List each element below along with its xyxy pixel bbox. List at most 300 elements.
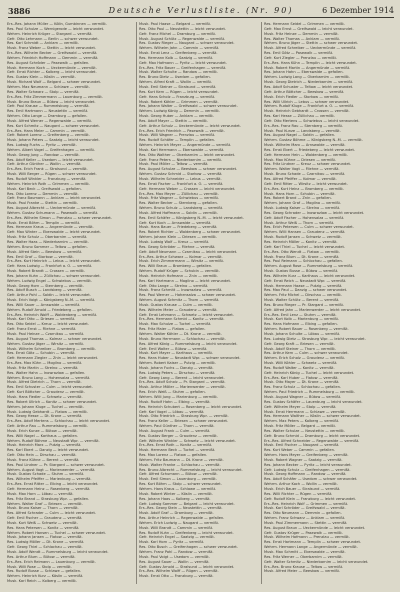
casualty-entry: Wehrm. Robert Bauer — Rosenberg — vermißt.: [264, 327, 349, 332]
casualty-entry: Res. Johann Hahn — Eberswalde — gefallen.: [264, 70, 344, 75]
casualty-entry: Musk. Wilhelm Schneider — Lebus — vermißt.: [139, 177, 222, 181]
casualty-entry: Ers.-Res. Bruno Krause — Teltow — vermißt.: [264, 564, 344, 569]
casualty-entry: Res. Ludwig Dietz — Strasburg Wpr. — leicht verwundet.: [264, 336, 366, 341]
casualty-entry: Res. Robert Richter — Woldenberg — schwer verwundet.: [139, 230, 242, 235]
casualty-entry: Gefr. Ludwig Sommer — Belgard — leicht verwundet.: [139, 501, 235, 506]
casualty-entry: Musk. Fritz Heinze — Demmin — vermißt.: [264, 31, 339, 36]
casualty-entry: Musk. Richard Wolf — Belgard — schwer verwundet.: [7, 80, 102, 85]
casualty-entry: Wehrm. Ludwig Lang — Oberbarnim — vermißt.: [264, 75, 350, 80]
casualty-entry: Musk. Max Schmitt — Eberswalde — vermißt.: [264, 549, 346, 554]
casualty-entry: Musk. Hermann Haase — Putzig — vermißt.: [264, 283, 343, 288]
casualty-entry: Musk. Hermann Koch — Ueckermünde — vermißt.: [7, 65, 97, 70]
casualty-entry: Ers.-Res. Heinrich Wolf — Grimmen — vermißt.: [264, 501, 349, 506]
casualty-entry: Ers.-Res. Erich Reimann — Lauenburg — vermißt.: [7, 559, 96, 564]
casualty-entry: Musk. Paul Haase — Belgard — vermißt.: [139, 22, 212, 26]
casualty-entry: Ers.-Res. Max Meyer — Züllichau — vermißt.: [139, 191, 219, 196]
casualty-entry: Musk. Erich Fiedler — Storkow — vermißt.: [264, 94, 340, 99]
casualty-entry: Musk. Erich Bauer — Stralsund — vermißt.: [264, 487, 341, 491]
casualty-entry: Res. Arthur Heinrich — Regenwalde — gefallen.: [139, 516, 225, 521]
casualty-entry: Gefr. Emil Walter — Bütow — vermißt.: [139, 346, 208, 351]
casualty-entry: Musk. Ernst Herrmann — Schlawe — vermißt.: [264, 409, 346, 414]
casualty-entry: Res. Willi Braun — Bromberg — gefallen.: [139, 264, 213, 269]
casualty-entry: Musk. Robert Köhler — Grimmen — vermißt.: [139, 99, 219, 104]
casualty-entry: Musk. Wilhelm Schreiber — Bromberg — vermißt.: [7, 346, 96, 351]
casualty-entry: Res. Otto Paul — Neustettin — leicht verwundet.: [139, 26, 227, 31]
casualty-entry: Musk. Erich Zimmermann — Wirsitz — vermißt.: [139, 259, 225, 264]
casualty-entry: Gefr. Emil Ritter — Wirsitz — leicht verwundet.: [264, 181, 348, 186]
casualty-entry: Musk. Wilhelm Hofmann — Prenzlau — vermißt.: [264, 535, 350, 540]
casualty-entry: Musk. Karl Schröder — Greifswald — vermißt.: [264, 506, 346, 511]
casualty-entry: Gefr. Hermann Hein — Woldenberg — vermißt.: [264, 152, 348, 157]
casualty-entry: Musk. Rudolf Hahn — Elbing — vermißt.: [139, 399, 211, 404]
casualty-entry: Wehrm. Heinrich Kurz — Köslin — vermißt.: [7, 574, 84, 579]
casualty-entry: Res. Rudolf Winkler — Franzburg — vermißt.: [7, 177, 87, 181]
casualty-entry: Res. Alfred Pfeiffer — Kolmar — vermißt.: [264, 177, 337, 181]
casualty-entry: Musk. Bruno Braun — Bütow — leicht verwundet.: [7, 99, 96, 104]
casualty-entry: Musk. Georg Horn — Sternberg — vermißt.: [7, 283, 84, 288]
casualty-entry: Wehrm. Johann Graf — Mogilno — vermißt.: [264, 201, 342, 206]
casualty-entry: Res. Gustav Rieger — Naugard — schwer verwundet.: [139, 41, 235, 46]
casualty-entry: Musk. Johann Peters — Saatzig — leicht verwundet.: [7, 138, 100, 143]
casualty-entry: Gefr. Arthur Rau — Rummelsburg — vermißt.: [7, 424, 88, 429]
casualty-entry: Res. Gustav Schäfer — Lauenburg — leicht verwundet.: [264, 399, 363, 404]
casualty-entry: Musk. Wilhelm Marx — Arnswalde — vermißt.: [264, 143, 346, 148]
casualty-entry: Res. Adolf Schuster — Teltow — leicht verwundet.: [264, 84, 354, 89]
casualty-entry: Musk. Paul Zimmermann — Stettin — vermißt.: [264, 520, 348, 525]
casualty-entry: Gefr. Alfred Schumann — Bütow — vermißt.: [139, 472, 218, 477]
casualty-entry: Gefr. Ernst Lehmann — Schwetz — leicht verwundet.: [139, 312, 234, 317]
column-left: [7, 22, 134, 584]
casualty-entry: Gefr. Franz Peters — Niederbarnim — vermißt.: [139, 157, 223, 162]
casualty-entry: Musk. Adolf Steiner — Thorn — vermißt.: [264, 346, 336, 351]
casualty-entry: Musk. Georg Dietrich — Niederbarnim — vermißt.: [264, 80, 354, 85]
casualty-entry: Gefr. Wilhelm Winkler — Schwetz — leicht verwundet.: [139, 438, 236, 443]
casualty-entry: Res. Ludwig Fuchs — Pyritz — vermißt.: [7, 143, 77, 148]
casualty-entry: Res. Gustav Klein — Köslin — vermißt.: [7, 75, 76, 80]
casualty-entry: Res. Fritz Werner — Oberbarnim — vermißt.: [264, 554, 343, 559]
casualty-entry: Musk. Emil Simon — Lauenburg — vermißt.: [139, 477, 217, 482]
casualty-entry: Res. Paul Lindner — Pr. Stargard — schwer verwundet.: [7, 462, 105, 467]
casualty-entry: Musk. Fritz Möller — Belgard — vermißt.: [264, 424, 336, 429]
casualty-entry: Res. Emil Götz — Pasewalk — vermißt.: [264, 51, 334, 56]
casualty-entry: Musk. Georg Huber — Anklam — vermißt.: [139, 114, 214, 119]
casualty-entry: Res. Hermann Kolb — Saatzig — vermißt.: [139, 55, 214, 60]
casualty-entry: Musk. Erich Voigt — Königsberg N.-M. — vermißt.: [7, 298, 96, 303]
casualty-entry: Wehrm. Paul Günther — Thorn — vermißt.: [139, 424, 215, 429]
casualty-entry: Wehrm. Bruno Lang — Hohensalza — vermißt.: [7, 375, 91, 380]
casualty-entry: Res. Wilhelm Meier — Graudenz — vermißt.: [139, 307, 218, 312]
casualty-entry: Musk. Willi Rose — Stolp — vermißt.: [7, 564, 72, 569]
casualty-entry: Musk. Max Horn — Löbau — vermißt.: [7, 491, 74, 496]
casualty-entry: Wehrm. Otto Lange — Dramburg — gefallen.: [7, 114, 88, 119]
casualty-entry: Musk. August Schütz — Regenwalde — vermißt.: [139, 36, 226, 41]
casualty-entry: Musk. August Wagner — Bütow — vermißt.: [264, 394, 342, 399]
casualty-entry: Ers.-Res. Franz Rau — Sternberg — vermißt.: [264, 123, 344, 128]
casualty-entry: Musk. Ludwig Gebhardt — Flatow — vermißt.: [7, 409, 88, 414]
casualty-entry: Res. Kurt Böhm — Stolp — schwer verwundet.: [139, 482, 222, 487]
casualty-entry: Res. Franz Keller — Briesen — schwer verwundet.: [139, 419, 229, 424]
casualty-entry: Musk. Hermann Beck — Tuchel — vermißt.: [139, 448, 216, 453]
casualty-entry: Wehrm. Heinrich Krüger — Stargard — vermißt.: [7, 31, 93, 36]
casualty-entry: Musk. Karl Horn — Pyritz — vermißt.: [139, 540, 205, 545]
casualty-entry: Gefr. Georg Thiel — Schlochau — vermißt.: [7, 545, 83, 550]
casualty-entry: Res. Johann Becker — Pyritz — leicht verwundet.: [264, 462, 352, 467]
casualty-entry: Musk. Ernst Otto — Franzburg — vermißt.: [139, 574, 214, 579]
casualty-entry: Musk. Adolf Wendt — Rummelsburg — leicht verwundet.: [7, 549, 109, 554]
casualty-entry: Res. August Albrecht — Ueckermünde — vermißt.: [7, 206, 97, 211]
casualty-entry: Res. Emil Hartmann — Neustettin — vermißt.: [7, 109, 89, 114]
casualty-entry: Musk. Fritz Wagner — Schwiebus — vermißt.: [139, 196, 220, 201]
casualty-entry: Wehrm. Johann Klein — Driesen — vermißt.: [139, 235, 217, 240]
casualty-entry: Ers.-Res. Max Kühn — Mogilno — vermißt.: [7, 361, 83, 366]
casualty-entry: Gefr. Bruno Schmid — Dramburg — leicht verwundet.: [264, 433, 361, 438]
casualty-entry: Res. Otto Walther — Oberbarnim — leicht verwundet.: [139, 152, 236, 157]
casualty-entry: Musk. Gustav Busse — Bütow — vermißt.: [264, 269, 339, 274]
issue-date: 6 Dezember 1914: [322, 6, 394, 15]
casualty-entry: Musk. Heinrich Hofmann — Znin — vermißt.: [139, 273, 218, 278]
casualty-entry: Res. August Nagel — Soldin — gefallen.: [264, 133, 336, 138]
casualty-entry: Res. Heinrich Möller — Konitz — vermißt.: [264, 239, 338, 244]
casualty-entry: Ers.-Res. Johann Müller — Kölln, Gumbinnen — vermißt.: [7, 22, 107, 26]
casualty-entry: Musk. Fritz Martin — Strelno — vermißt.: [7, 365, 79, 370]
casualty-entry: Res. Arthur Kern — Culm — schwer verwundet.: [264, 351, 349, 356]
casualty-entry: Musk. Robert Brandt — Crossen — vermißt.: [7, 269, 85, 274]
casualty-entry: Res. Hans Petersen — Konitz — vermißt.: [7, 525, 80, 530]
casualty-entry: Res. Willi Richter — Rügen — vermißt.: [264, 491, 333, 496]
casualty-entry: Musk. Alfred Meier — Beeskow — vermißt.: [264, 569, 341, 574]
casualty-entry: Res. Fritz Lindner — Kreuz — schwer verwundet.: [264, 162, 352, 167]
casualty-entry: Musk. Rudolf Jansen — Schwetz — vermißt.: [264, 235, 342, 240]
casualty-entry: Gefr. Wilhelm Meyer — Stolp — vermißt.: [264, 404, 337, 409]
casualty-entry: Wehrm. Heinrich Meyer — Angermünde — vermißt.: [139, 143, 232, 148]
casualty-entry: Wehrm. Robert Hansen — Tuchel — schwer verwundet.: [7, 530, 107, 535]
casualty-entry: Res. Erich Petersen — Culm — schwer verwundet.: [264, 225, 354, 230]
casualty-entry: Wehrm. Walter Vogt — Filehne — vermißt.: [264, 167, 340, 172]
casualty-entry: Musk. Paul Franke — Stettin — vermißt.: [7, 201, 78, 206]
casualty-entry: Wehrm. Fritz Baumann — Dt. Krone — vermißt.: [139, 457, 224, 462]
casualty-entry: Res. Paul Werner — Hohensalza — schwer verwundet.: [139, 293, 237, 298]
casualty-entry: Wehrm. Gustav Jäger — Wirsitz — vermißt.: [7, 341, 85, 346]
casualty-entry: Wehrm. Paul Friedrich — Rummelsburg — vermißt.: [264, 390, 355, 395]
casualty-entry: Musk. Hans Horn — Schubin — vermißt.: [264, 191, 336, 196]
casualty-entry: Musk. Paul Heinze — Czarnikau — vermißt.: [7, 332, 85, 336]
casualty-entry: Gefr. Hans Ludwig — Frankfurt a. O. — vermißt.: [7, 264, 93, 269]
casualty-entry: Gefr. Rudolf Klein — Franzburg — leicht verwundet.: [264, 496, 357, 501]
casualty-entry: Gefr. Franz Baumann — Anklam — leicht verwundet.: [7, 196, 102, 201]
casualty-entry: Wehrm. Willi Jung — Marienburg — vermißt.: [139, 394, 218, 399]
casualty-entry: Ers.-Res. Georg Stein — Neustettin — vermißt.: [139, 506, 223, 511]
casualty-entry: Wehrm. Hans Kraus — Schlawe — vermißt.: [139, 487, 217, 491]
column-right: [264, 22, 395, 584]
casualty-entry: Res. Otto Neumann — Demmin — gefallen.: [264, 511, 342, 516]
casualty-entry: Musk. Robert Wagner — Saatzig — vermißt.: [264, 457, 343, 462]
casualty-entry: Gefr. Hermann Weber — Crossen — leicht verwundet.: [139, 186, 236, 191]
casualty-entry: Musk. Gustav Krause — Culm — vermißt.: [139, 302, 213, 307]
casualty-entry: Res. Johann Walter — Greifswald — schwer verwundet.: [139, 104, 238, 109]
casualty-entry: Musk. Franz Weber — Stettin — leicht verwundet.: [7, 46, 97, 51]
casualty-entry: Res. August Schulze — Beeskow — schwer verwundet.: [139, 167, 238, 172]
casualty-entry: Res. Alfred König — Rummelsburg — leicht verwundet.: [139, 341, 238, 346]
column-middle: [139, 22, 260, 584]
casualty-entry: Gefr. Kurt Koch — Arnswalde — vermißt.: [139, 220, 212, 225]
casualty-entry: Wehrm. Gustav Böhme — Königsberg N.-M. — vermißt.: [264, 138, 363, 143]
casualty-entry: Res. Hans Hofmann — Elbing — gefallen.: [264, 322, 338, 327]
casualty-entry: Res. Robert Brand — Znin — gefallen.: [264, 196, 332, 201]
casualty-entry: Gefr. Max Ernst — Greifswald — leicht verwundet.: [264, 26, 354, 31]
casualty-entry: Res. August Schröder — Pasewalk — gefallen.: [7, 60, 90, 65]
casualty-entry: Res. Georg Schrader — Inowrazlaw — leicht verwundet.: [264, 210, 365, 215]
casualty-entry: Res. Hermann Kraus — Angermünde — vermißt.: [7, 225, 94, 230]
casualty-entry: Res. Ernst Fischer — Frankfurt a. O. — vermißt.: [139, 181, 224, 186]
casualty-entry: Wehrm. August Vogt — Marienwerder — vermißt.: [7, 467, 96, 472]
casualty-entry: Gefr. Adolf Neumann — Czarnikau — leicht verwundet.: [139, 249, 238, 254]
casualty-entry: Wehrm. Max Neumann — Schlawe — vermißt.: [7, 84, 90, 89]
casualty-entry: Gefr. Kurt Böttcher — Graudenz — vermißt.: [7, 390, 85, 395]
casualty-entry: Musk. Hans Fiedler — Schwetz — vermißt.: [7, 394, 83, 399]
casualty-entry: Res. Johann Haas — Kolberg — vermißt.: [139, 496, 211, 501]
casualty-entry: Wehrm. Rudolf Krüger — Schubin — vermißt.: [139, 269, 220, 274]
casualty-entry: Ers.-Res. Kurt Heinrich — Lebus — leicht verwundet.: [7, 259, 101, 264]
casualty-entry: Ers.-Res. Fritz Zimmermann — Lauenburg — vermißt.: [7, 94, 103, 99]
casualty-entry: Wehrm. Ludwig König — Demmin — vermißt.: [139, 109, 220, 114]
casualty-entry: Gefr. Otto Mertens — Schwiebus — leicht verwundet.: [264, 118, 360, 123]
casualty-entry: Res. Max Paul — Danzig — schwer verwundet.: [264, 288, 348, 293]
casualty-entry: Gefr. Heinrich Engel — Saatzig — vermißt.: [139, 535, 215, 540]
casualty-entry: Musk. Alfred Schreiber — Ueckermünde — vermißt.: [264, 46, 357, 51]
casualty-entry: Ers.-Res. Kurt Heinz — Bromberg — vermißt.: [264, 186, 344, 191]
casualty-entry: Wehrm. August Schmitz — Thorn — vermißt.: [139, 298, 220, 303]
casualty-entry: Wehrm. Rudolf Böhme — Neustadt Wpr. — vermißt.: [7, 438, 100, 443]
casualty-entry: Res. Johann Kuhn — Züllichau — schwer verwundet.: [7, 273, 101, 278]
casualty-entry: Musk. Fritz Schulz — Oberbarnim — vermißt.: [7, 235, 88, 240]
casualty-entry: Wehrm. Bruno Sommer — Teltow — gefallen.: [7, 244, 88, 249]
casualty-entry: Res. Emil Schuster — Culm — leicht verwundet.: [7, 385, 93, 390]
column-divider: [136, 22, 137, 584]
casualty-entry: Res. Erich Weiß — Stuhm — gefallen.: [139, 390, 206, 395]
casualty-entry: Musk. Robert Winter — Köslin — vermißt.: [139, 491, 213, 496]
casualty-entry: Wehrm. August Rose — Rummelsburg — vermißt.: [264, 264, 354, 269]
casualty-entry: Res. August Thomas — Kolmar — schwer verwundet.: [7, 336, 103, 341]
casualty-entry: Gefr. Hermann Heinz — Rosenberg — vermißt.: [7, 487, 91, 491]
casualty-entry: Ers.-Res. Erich Friedrich — Pasewalk — vermißt.: [139, 128, 225, 133]
casualty-entry: Musk. Robert Martin — Angermünde — vermißt.: [264, 65, 351, 70]
casualty-entry: Res. Robert Ullrich — Konitz — schwer verwundet.: [7, 399, 98, 404]
casualty-entry: Ers.-Res. Wilhelm Becker — Greifswald — vermißt.: [7, 51, 98, 56]
casualty-entry: Res. Georg Schröder — Filehne — vermißt.: [139, 244, 216, 249]
casualty-entry: Gefr. Franz Ernst — Filehne — vermißt.: [7, 327, 77, 332]
casualty-entry: Musk. Georg Hoffmann — Randow — vermißt.: [264, 472, 347, 477]
casualty-entry: Wehrm. Walter Graf — Briesen — vermißt.: [7, 501, 83, 506]
casualty-entry: Musk. Alfred Hoffmann — Soldin — vermißt.: [139, 210, 218, 215]
casualty-entry: Res. Ernst Ebert — Friedeberg — leicht verwundet.: [264, 147, 356, 152]
casualty-entry: Ers.-Res. Wilhelm Simon — Prenzlau — schwer verwundet.: [7, 215, 112, 220]
casualty-entry: Wehrm. Fritz Michel — Dirschau — vermißt.: [264, 293, 342, 298]
casualty-entry: Res. Rudolf Busse — Schlawe — gefallen.: [7, 569, 82, 574]
casualty-entry: Res. Rudolf Walter — Konitz — vermißt.: [264, 365, 335, 370]
casualty-entry: Wehrm. Heinrich Roth — Grimmen — vermißt.: [7, 181, 90, 186]
casualty-entry: Res. Hans Huber — Neustadt Wpr. — schwer verwundet.: [139, 356, 241, 361]
casualty-entry: Res. Walter Schwarz — Stolp — vermißt.: [7, 89, 80, 94]
casualty-entry: Musk. Hans Bauer — Friedeberg — vermißt.: [139, 225, 218, 230]
casualty-entry: Ers.-Res. Heinrich Wolff — Woldenberg — vermißt.: [7, 312, 98, 317]
casualty-entry: Gefr. Robert Lorenz — Greifenberg — vermißt.: [7, 133, 90, 138]
casualty-entry: Musk. Heinrich Gebhardt — Crossen — vermißt.: [264, 109, 350, 114]
casualty-entry: Gefr. Emil Fischer — Graudenz — vermißt.: [7, 516, 83, 521]
casualty-entry: Musk. Kurt Kolb — Marienburg — vermißt.: [264, 317, 340, 322]
casualty-entry: Wehrm. Walter Köhler — Dt. Krone — vermißt.: [139, 332, 222, 336]
casualty-entry: Musk. Adolf Graf — Dramburg — vermißt.: [139, 511, 214, 516]
casualty-entry: Gefr. Arthur Schulz — Ueckermünde — leicht verwundet.: [139, 123, 241, 128]
casualty-entry: Gefr. Max Winter — Eberswalde — leicht verwundet.: [7, 230, 101, 235]
casualty-entry: Musk. Johann Jansen — Flatow — vermißt.: [7, 535, 83, 540]
casualty-entry: Musk. Bruno Herrmann — Schlochau — vermißt.: [139, 336, 226, 341]
casualty-entry: Musk. Otto Mayer — Dt. Krone — vermißt.: [264, 380, 340, 385]
casualty-entry: Musk. Ernst Böhm — Templin — vermißt.: [7, 220, 81, 225]
casualty-entry: Res. Hermann Walther — Köslin — schwer verwundet.: [264, 414, 361, 419]
casualty-entry: Ers.-Res. Wilhelm Wolff — Rügen — vermißt.: [139, 569, 219, 574]
casualty-entry: Gefr. Hermann Ziegler — Znin — leicht verwundet.: [7, 356, 99, 361]
casualty-entry: Ers.-Res. Otto Wendt — Flatow — vermißt.: [264, 249, 340, 254]
casualty-entry: Musk. Max Kühne — Driesen — vermißt.: [264, 157, 337, 162]
casualty-entry: Wehrm. Rudolf Arnold — Friedeberg — gefallen.: [7, 307, 93, 312]
casualty-entry: Wehrm. Erich Scholz — Graudenz — vermißt.: [264, 356, 346, 361]
casualty-entry: Wehrm. Max Peters — Kolberg — vermißt.: [264, 419, 340, 424]
casualty-entry: Ers.-Res. Adolf Mertens — Schlochau — leicht verwundet.: [7, 419, 111, 424]
casualty-entry: Res. Willi Sauer — Arnswalde — vermißt.: [7, 302, 81, 307]
casualty-entry: Res. Heinrich Schubert — Rosenberg — leicht verwundet.: [139, 404, 243, 409]
casualty-entry: Musk. Paul Möller — Teltow — vermißt.: [139, 162, 209, 167]
casualty-entry: Musk. Karl Otto — Driesen — vermißt.: [7, 317, 76, 322]
casualty-entry: Gefr. Otto Lehmann — Berlin — schwer verwundet.: [7, 36, 99, 41]
casualty-entry: Res. Kurt Weber — Cammin — gefallen.: [264, 448, 336, 453]
casualty-entry: Wehrm. Willi Hansen — Graudenz — vermißt.: [264, 230, 346, 235]
casualty-entry: Gefr. Ludwig Schulz — Greifenhagen — vermißt.: [264, 467, 351, 472]
casualty-entry: Musk. Bruno Kaiser — Thorn — vermißt.: [7, 506, 79, 511]
casualty-entry: Musk. Willi Wagner — Prenzlau — vermißt.: [139, 133, 216, 138]
casualty-entry: Wehrm. Rudolf Kluge — Frankfurt a. O. — vermißt.: [264, 104, 355, 109]
casualty-entry: Musk. Franz Blum — Dt. Krone — vermißt.: [264, 254, 340, 259]
casualty-entry: Ers.-Res. Emil Lenz — Stuhm — vermißt.: [264, 312, 337, 317]
casualty-entry: Res. Willi Ullrich — Lebus — schwer verwundet.: [264, 99, 350, 104]
casualty-entry: Res. Bruno Dietz — Usedom — gefallen.: [139, 75, 211, 80]
casualty-entry: Musk. August Frank — Culm — vermißt.: [139, 428, 211, 433]
casualty-entry: Gefr. Walter Schmitz — Niederbarnim — leicht verwundet.: [264, 559, 369, 564]
casualty-entry: Gefr. Gustav Krüger — Pasewalk — vermißt.: [264, 530, 343, 535]
casualty-entry: Res. Ludwig Peters — Dirschau — vermißt.: [139, 370, 216, 375]
casualty-entry: Res. Otto Lorenz — Demmin — vermißt.: [7, 191, 79, 196]
casualty-entry: Res. Bruno Albrecht — Rummelsburg — leicht verwundet.: [139, 467, 243, 472]
casualty-entry: Musk. Johann Fuchs — Danzig — vermißt.: [139, 365, 214, 370]
casualty-entry: Res. Max Lorenz — Flatow — gefallen.: [139, 453, 208, 458]
casualty-entry: Musk. Alfred Stein — Beeskow — vermißt.: [7, 249, 83, 254]
casualty-entry: Res. Willi Nagel — Karthaus — gefallen.: [7, 433, 79, 438]
casualty-entry: Res. Wilhelm Kurz — Karthaus — leicht verwundet.: [264, 273, 356, 278]
casualty-entry: Musk. Arthur Möller — Marienwerder — vermißt.: [139, 385, 226, 390]
casualty-entry: Res. Kurt Kern — Rügen — leicht verwundet.: [139, 89, 219, 94]
casualty-entry: Res. Adolf Mayer — Stettin — vermißt.: [139, 118, 208, 123]
casualty-entry: Musk. Ludwig Wolf — Kreuz — vermißt.: [139, 239, 210, 244]
casualty-entry: Res. Emil Schäfer — Königsberg N.-M. — leicht verwundet.: [139, 215, 244, 220]
casualty-entry: Res. Fritz Maier — Flatow — gefallen.: [139, 327, 206, 332]
casualty-entry: Gefr. Karl Thiel — Tuchel — leicht verwundet.: [264, 244, 345, 249]
casualty-entry: Res. Ernst Hartmann — Templin — schwer verwundet.: [264, 540, 361, 545]
casualty-entry: Res. Karl Hesse — Züllichau — vermißt.: [264, 114, 335, 119]
column-divider: [261, 22, 262, 584]
casualty-entry: Wehrm. Gustav Schmid — Storkow — vermißt.: [139, 172, 223, 177]
casualty-entry: Gefr. Kurt Ziegler — Prenzlau — vermißt.: [264, 55, 337, 60]
casualty-entry: Gefr. Paul Krause — Rummelsburg — vermißt.: [7, 104, 90, 109]
page-header: [8, 5, 394, 18]
casualty-entry: Res. Karl Hartmann — Mogilno — leicht verwundet.: [139, 278, 232, 283]
casualty-entry: Gefr. Ernst Richter — Kolberg — leicht verwundet.: [7, 70, 97, 75]
casualty-entry: Musk. Gustav Schade — Stuhm — vermißt.: [7, 472, 85, 477]
casualty-entry: Res. Gustav Berger — Graudenz — vermißt.: [139, 433, 218, 438]
casualty-entry: Wehrm. Franz Schwarz — Anklam — vermißt.: [264, 516, 346, 521]
casualty-entry: Wehrm. Arthur Koch — Wollin — vermißt.: [264, 482, 338, 487]
casualty-entry: Ers.-Res. Ernst Roth — Konitz — vermißt.: [139, 443, 213, 448]
casualty-entry: Res. Adolf Schäfer — Usedom — schwer verwundet.: [264, 477, 358, 482]
casualty-entry: Res. Walter Haas — Niederbarnim — vermißt.: [7, 239, 89, 244]
casualty-entry: Gefr. Arthur Pohl — Soldin — leicht verwundet.: [7, 293, 91, 298]
casualty-entry: Wehrm. Franz Pohl — Randow — vermißt.: [139, 549, 214, 554]
casualty-entry: Res. Ludwig Möller — Dt. Krone — vermißt.: [7, 540, 85, 545]
casualty-entry: Musk. Max Schulze — Tuchel — vermißt.: [139, 322, 212, 327]
casualty-entry: Musk. Karl Beck — Greifswald — gefallen.: [7, 186, 82, 191]
casualty-entry: Gefr. Gustav Arnold — Stralsund — leicht verwundet.: [139, 564, 235, 569]
casualty-entry: Res. Wilhelm Pfeiffer — Marienburg — vermißt.: [7, 477, 92, 482]
casualty-entry: Ers.-Res. Fritz Bauer — Greifenhagen — vermißt.: [139, 65, 227, 70]
casualty-entry: Res. Kurt Schmitz — Naugard — schwer verwundet.: [7, 123, 100, 128]
casualty-entry: Musk. Willi Berger — Rügen — schwer verwundet.: [7, 172, 97, 177]
casualty-entry: Res. Karl Schmidt — Anklam — vermißt.: [7, 41, 79, 46]
casualty-entry: Gefr. Otto Hein — Dirschau — vermißt.: [7, 453, 77, 458]
casualty-entry: Res. August Braun — Ueckermünde — leicht verwundet.: [264, 525, 366, 530]
casualty-entry: Musk. Ernst Lenz — Greifenberg — vermißt.: [139, 51, 218, 56]
casualty-entry: Wehrm. Albert Vogel — Greifenhagen — vermißt.: [7, 147, 96, 152]
casualty-entry: Gefr. Karl Vogel — Löbau — vermißt.: [139, 409, 205, 414]
casualty-entry: Gefr. Georg Kraft — Briesen — vermißt.: [264, 341, 335, 346]
casualty-entry: Wehrm. Bruno Jäger — Stettin — schwer verwundet.: [264, 41, 359, 46]
casualty-entry: Gefr. Arthur Böttcher — Beeskow — vermißt.: [264, 89, 345, 94]
casualty-entry: Ers.-Res. Alfred Schneider — Regenwalde — vermißt.: [264, 438, 360, 443]
casualty-entry: Res. Hermann Seidel — Grimmen — vermißt.: [264, 22, 345, 26]
casualty-entry: Musk. Ludwig Kaiser — Strelno — vermißt.: [264, 206, 341, 211]
casualty-entry: Res. Otto Busch — Greifenhagen — schwer verwundet.: [139, 545, 238, 550]
casualty-entry: Wehrm. Ludwig Engel — Schwiebus — vermißt.: [7, 278, 92, 283]
casualty-entry: Res. Franz Schulz — Schlochau — gefallen.: [264, 385, 342, 390]
casualty-entry: Musk. Willi Köhler — Schwetz — vermißt.: [264, 361, 338, 366]
casualty-entry: Res. Ernst Götz — Schubin — vermißt.: [7, 351, 76, 356]
casualty-entry: Musk. Karl Herrmann — Eberswalde — vermißt.: [139, 147, 225, 152]
casualty-entry: Musk. Kurt Mayer — Karthaus — vermißt.: [139, 351, 214, 356]
casualty-entry: Ers.-Res. Hermann Schmid — Konitz — vermißt.: [139, 317, 225, 322]
casualty-entry: Musk. Willi Brandt — Cammin — vermißt.: [139, 525, 214, 530]
casualty-entry: Musk. Franz Schmitt — Inowrazlaw — vermißt.: [139, 288, 223, 293]
casualty-entry: Musk. Bruno Schade — Czarnikau — vermißt.: [264, 172, 346, 177]
casualty-entry: Wehrm. Wilhelm Jahn — Cammin — vermißt.: [139, 46, 220, 51]
casualty-entry: Wehrm. Alfred Kraft — Wollin — vermißt.: [139, 80, 213, 85]
casualty-entry: Res. Paul Reimann — Schlochau — gefallen.: [264, 259, 343, 264]
casualty-entry: Musk. Kurt Weiß — Schwetz — vermißt.: [7, 520, 78, 525]
casualty-entry: Wehrm. Hermann Lange — Angermünde — vermißt.: [264, 545, 358, 550]
casualty-entry: Ers.-Res. Hans Kühn — Templin — leicht verwundet.: [264, 60, 357, 65]
casualty-entry: Gefr. Georg Lang — Berent — leicht verwundet.: [139, 375, 225, 380]
casualty-entry: Res. Paul Schulze — Wernigerode — leicht verwundet.: [7, 26, 105, 31]
casualty-entry: Musk. Franz Kühne — Berent — vermißt.: [7, 457, 80, 462]
casualty-entry: Wehrm. Gustav Schumann — Pasewalk — vermißt.: [7, 210, 99, 215]
casualty-entry: Gefr. Franz Michel — Dramburg — vermißt.: [139, 31, 217, 36]
casualty-entry: Gefr. Max Hofmann — Pyritz — leicht verwundet.: [139, 60, 227, 65]
